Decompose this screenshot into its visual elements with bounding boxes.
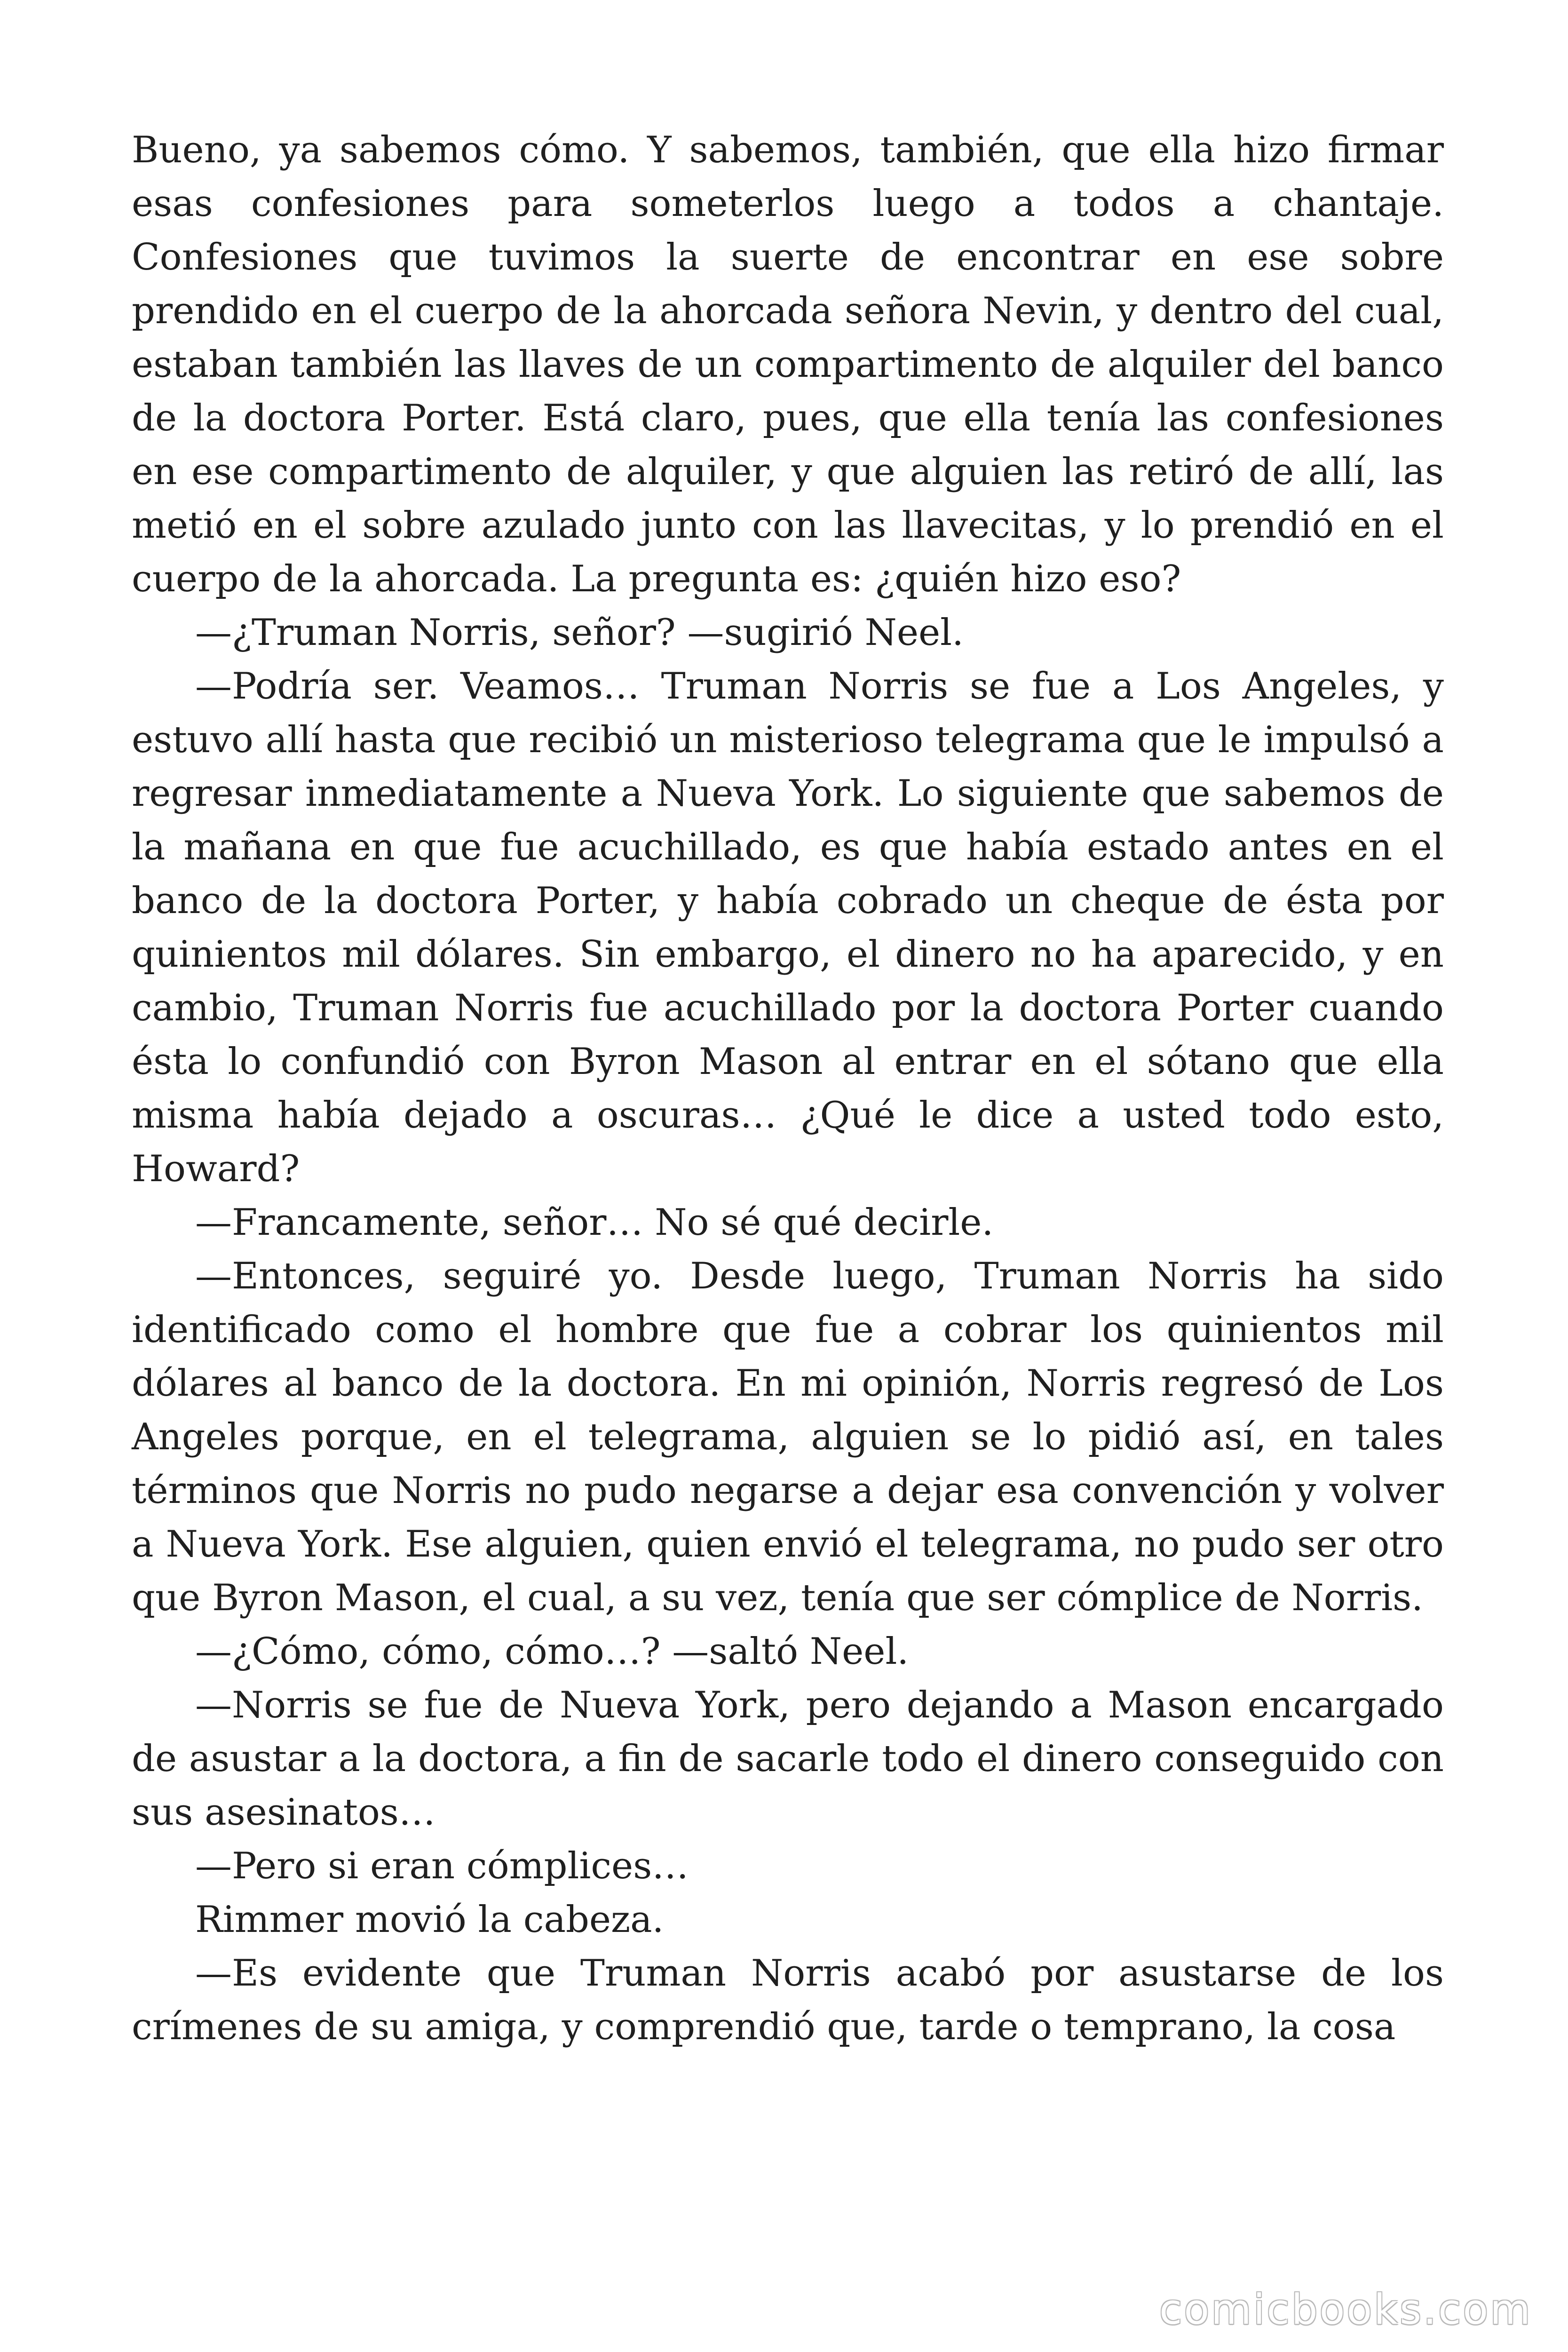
paragraph: —Francamente, señor… No sé qué decirle. <box>195 1201 994 1244</box>
paragraph: —Podría ser. Veamos… Truman Norris se fue a Los Angeles, y estuvo allí hasta que recibió un misterioso telegrama que le impulsó a regresar inmediatamente a Nueva York. Lo siguiente que sabemos de la mañana en que fue acuchillado, es que había estado antes en el banco de la doctora Porter, y había cobrado un cheque de ésta por quinientos mil dólares. Sin embargo, el dinero no ha aparecido, y en cambio, Truman Norris fue acuchillado por la doctora Porter cuando ésta lo confundió con Byron Mason al entrar en el sótano que ella misma había dejado a oscuras… ¿Qué le dice a usted todo esto, Howard? <box>132 665 1444 1190</box>
page-text <box>132 123 1444 2054</box>
watermark: comicbooks.com <box>1159 2285 1532 2334</box>
paragraph: Bueno, ya sabemos cómo. Y sabemos, también, que ella hizo firmar esas confesiones para someterlos luego a todos a chantaje. Confesiones que tuvimos la suerte de encontrar en ese sobre prendido en el cuerpo de la ahorcada señora Nevin, y dentro del cual, estaban también las llaves de un compartimento de alquiler del banco de la doctora Porter. Está claro, pues, que ella tenía las confesiones en ese compartimento de alquiler, y que alguien las retiró de allí, las metió en el sobre azulado junto con las llavecitas, y lo prendió en el cuerpo de la ahorcada. La pregunta es: ¿quién hizo eso? <box>132 129 1444 600</box>
paragraph: —¿Cómo, cómo, cómo…? —saltó Neel. <box>195 1630 909 1673</box>
paragraph: —Entonces, seguiré yo. Desde luego, Truman Norris ha sido identificado como el hombre que fue a cobrar los quinientos mil dólares al banco de la doctora. En mi opinión, Norris regresó de Los Angeles porque, en el telegrama, alguien se lo pidió así, en tales términos que Norris no pudo negarse a dejar esa convención y volver a Nueva York. Ese alguien, quien envió el telegrama, no pudo ser otro que Byron Mason, el cual, a su vez, tenía que ser cómplice de Norris. <box>132 1255 1444 1619</box>
paragraph: —Pero si eran cómplices… <box>195 1845 689 1887</box>
paragraph: —Norris se fue de Nueva York, pero dejando a Mason encargado de asustar a la doctora, a fin de sacarle todo el dinero conseguido con sus asesinatos… <box>132 1684 1444 1834</box>
paragraph: Rimmer movió la cabeza. <box>195 1899 664 1941</box>
paragraph: —¿Truman Norris, señor? —sugirió Neel. <box>195 612 964 654</box>
paragraph: —Es evidente que Truman Norris acabó por asustarse de los crímenes de su amiga, y comprendió que, tarde o temprano, la cosa <box>132 1952 1444 2048</box>
